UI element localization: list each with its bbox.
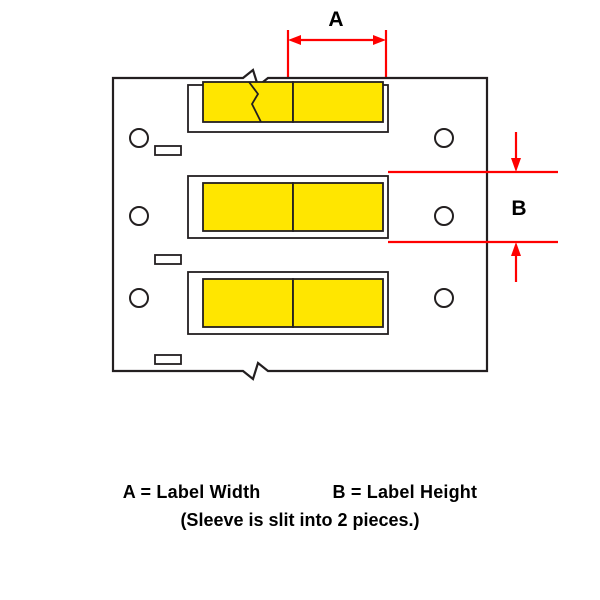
row-2-left-hole [130,207,148,225]
row-3-left-hole [130,289,148,307]
row-3-label-left [203,279,293,327]
row-1-right-hole [435,129,453,147]
legend-block [0,482,600,531]
legend-definitions-row [0,482,600,503]
dimension-b-top-arrowhead [511,158,521,172]
dimension-a-label: A [328,8,344,31]
row-3-right-hole [435,289,453,307]
row-1-slot [155,146,181,155]
row-2-label-right [293,183,383,231]
row-2-right-hole [435,207,453,225]
row-1-label-right [293,82,383,122]
row-2-slot [155,255,181,264]
dimension-a-left-arrowhead [288,35,301,45]
legend-note: (Sleeve is slit into 2 pieces.) [180,510,420,530]
dimension-a-group [288,30,386,78]
legend-a-definition: A = Label Width [122,482,261,502]
row-1-left-hole [130,129,148,147]
row-1-label-left [203,82,293,122]
legend-b-definition: B = Label Height [332,482,478,502]
row-3-label-right [293,279,383,327]
row-3-slot [155,355,181,364]
dimension-a-right-arrowhead [373,35,386,45]
row-2-label-left [203,183,293,231]
dimension-b-label: B [511,197,527,220]
dimension-b-bottom-arrowhead [511,242,521,256]
